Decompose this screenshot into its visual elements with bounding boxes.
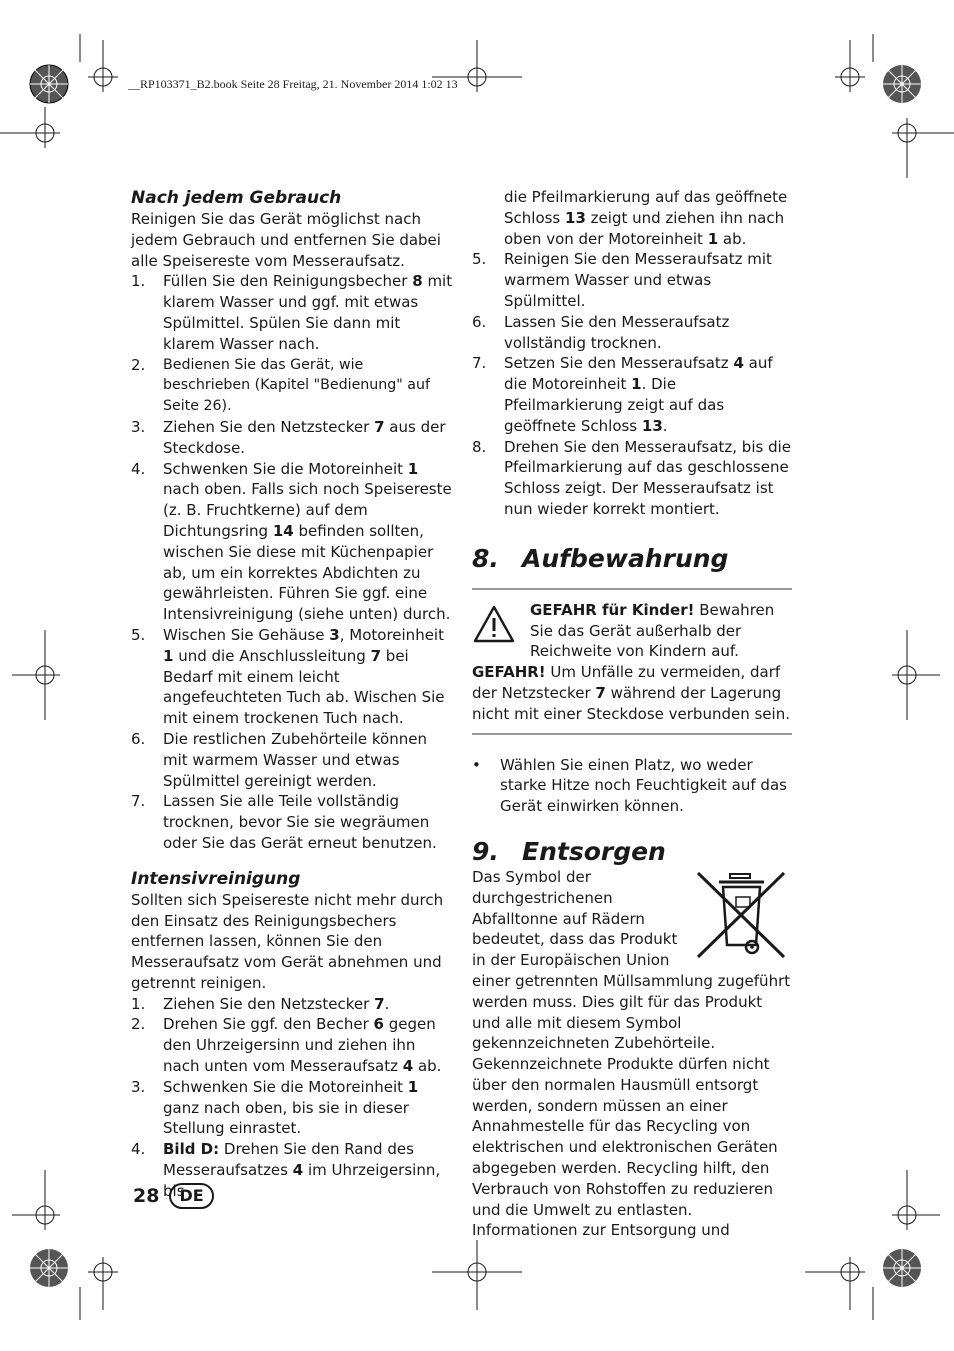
reassembly-step: 6. Lassen Sie den Messeraufsatz vollständig trocknen. [472,312,730,352]
after-use-step: 2. Bedienen Sie das Gerät, wie beschrieben (Kapitel "Bedienung" auf Seite 26). [131,355,430,415]
step-number: 4. [131,1140,146,1159]
bullet-icon: • [472,755,481,774]
section-number: 8. [472,543,499,573]
step-number: 1. [131,994,146,1013]
intensive-step: 2. Drehen Sie ggf. den Becher 6 gegen den Uhrzeigersinn und ziehen ihn nach unten vom Messeraufsatz 4 ab. [131,1015,442,1076]
reassembly-step: 7. Setzen Sie den Messeraufsatz 4 auf die Motoreinheit 1. Die Pfeilmarkierung zeigt auf das geöffnete Schloss 13. [472,354,773,435]
after-use-heading: Nach jedem Gebrauch [131,188,342,208]
step-number: 4. [131,459,146,478]
language-badge: DE [169,1183,213,1209]
step-number: 2. [131,355,146,374]
step-number: 7. [131,792,146,811]
reassembly-step: 5. Reinigen Sie den Messeraufsatz mit warmem Wasser und etwas Spülmittel. [472,250,772,310]
page-number: 28 [133,1185,160,1207]
section-number: 9. [472,836,499,866]
step-number: 1. [131,272,146,291]
intensive-cleaning-heading: Intensivreinigung [131,868,301,889]
intensive-step: 1. Ziehen Sie den Netzstecker 7. [131,994,390,1013]
after-use-intro: Reinigen Sie das Gerät möglichst nach jedem Gebrauch und entfernen Sie dabei alle Speisereste vom Messeraufsatz. [131,210,441,270]
after-use-step: 4. Schwenken Sie die Motoreinheit 1 nach oben. Falls sich noch Speisereste (z. B. Fruchtkerne) auf dem Dichtungsring 14 befinden sollten, wischen Sie diese mit Küchenpapier ab, um ein korrektes Abdichten zu gewährleisten. Führen Sie ggf. eine Intensivreinigung (siehe unten) durch. [131,459,452,624]
after-use-step: 7. Lassen Sie alle Teile vollständig trocknen, bevor Sie sie wegräumen oder Sie das Gerät erneut benutzen. [131,792,437,852]
children-warning-text: GEFAHR für Kinder! Bewahren Sie das Gerät außerhalb der Reichweite von Kindern auf. [530,600,775,661]
print-header: __RP103371_B2.book Seite 28 Freitag, 21. November 2014 1:02 13 [128,77,458,91]
step-number: 3. [131,1077,146,1096]
reassembly-step: 8. Drehen Sie den Messeraufsatz, bis die Pfeilmarkierung auf das geschlossene Schloss zeigt. Der Messeraufsatz ist nun wieder korrekt montiert. [472,437,791,518]
disposal-text: Das Symbol der durchgestrichenen Abfalltonne auf Rädern bedeutet, dass das Produkt in der Europäischen Union einer getrennten Müllsammlung zugeführt werden muss. Dies gilt für das Produkt und alle mit diesem Symbol gekennzeichneten Zubehörteile. Gekennzeichnete Produkte dürfen nicht über den normalen Hausmüll entsorgt werden, sondern müssen an einer Annahmestelle für das Recycling von elektrischen und elektronischen Geräten abgegeben werden. Recycling hilft, den Verbrauch von Rohstoffen zu reduzieren und die Umwelt zu entlasten. Informationen zur Entsorgung und [472,867,791,1240]
step-number: 2. [131,1015,146,1034]
intensive-step: 3. Schwenken Sie die Motoreinheit 1 ganz nach oben, bis sie in dieser Stellung einrastet. [131,1077,419,1138]
after-use-step: 3. Ziehen Sie den Netzstecker 7 aus der Steckdose. [131,417,446,457]
after-use-step: 1. Füllen Sie den Reinigungsbecher 8 mit klarem Wasser und ggf. mit etwas Spülmittel. Spülen Sie dann mit klarem Wasser nach. [131,272,453,353]
section-title: Entsorgen [522,836,666,866]
step-number: 5. [131,625,146,644]
intensive-cleaning-intro: Sollten sich Speisereste nicht mehr durch den Einsatz des Reinigungsbechers entfernen lassen, können Sie den Messeraufsatz vom Gerät abnehmen und getrennt reinigen. [131,890,444,992]
step-number: 7. [472,354,487,373]
step-number: 8. [472,437,487,456]
intensive-step: 4. Bild D: Drehen Sie den Rand des Messeraufsatzes 4 im Uhrzeigersinn, bis [131,1140,441,1200]
step-number: 6. [131,729,146,748]
continued-step-text: die Pfeilmarkierung auf das geöffnete Schloss 13 zeigt und ziehen ihn nach oben von der Motoreinheit 1 ab. [504,188,788,248]
section-title: Aufbewahrung [522,543,729,573]
list-item: • Wählen Sie einen Platz, wo weder starke Hitze noch Feuchtigkeit auf das Gerät einwirken können. [472,755,787,816]
step-number: 5. [472,250,487,269]
danger-warning-text: GEFAHR! Um Unfälle zu vermeiden, darf der Netzstecker 7 während der Lagerung nicht mit einer Steckdose verbunden sein. [472,663,790,723]
after-use-step: 5. Wischen Sie Gehäuse 3, Motoreinheit 1 und die Anschlussleitung 7 bei Bedarf mit einem leicht angefeuchteten Tuch ab. Wischen Sie mit einem trockenen Tuch nach. [131,625,445,728]
step-number: 6. [472,312,487,331]
after-use-step: 6. Die restlichen Zubehörteile können mit warmem Wasser und etwas Spülmittel gereinigt werden. [131,729,427,790]
step-number: 3. [131,417,146,436]
